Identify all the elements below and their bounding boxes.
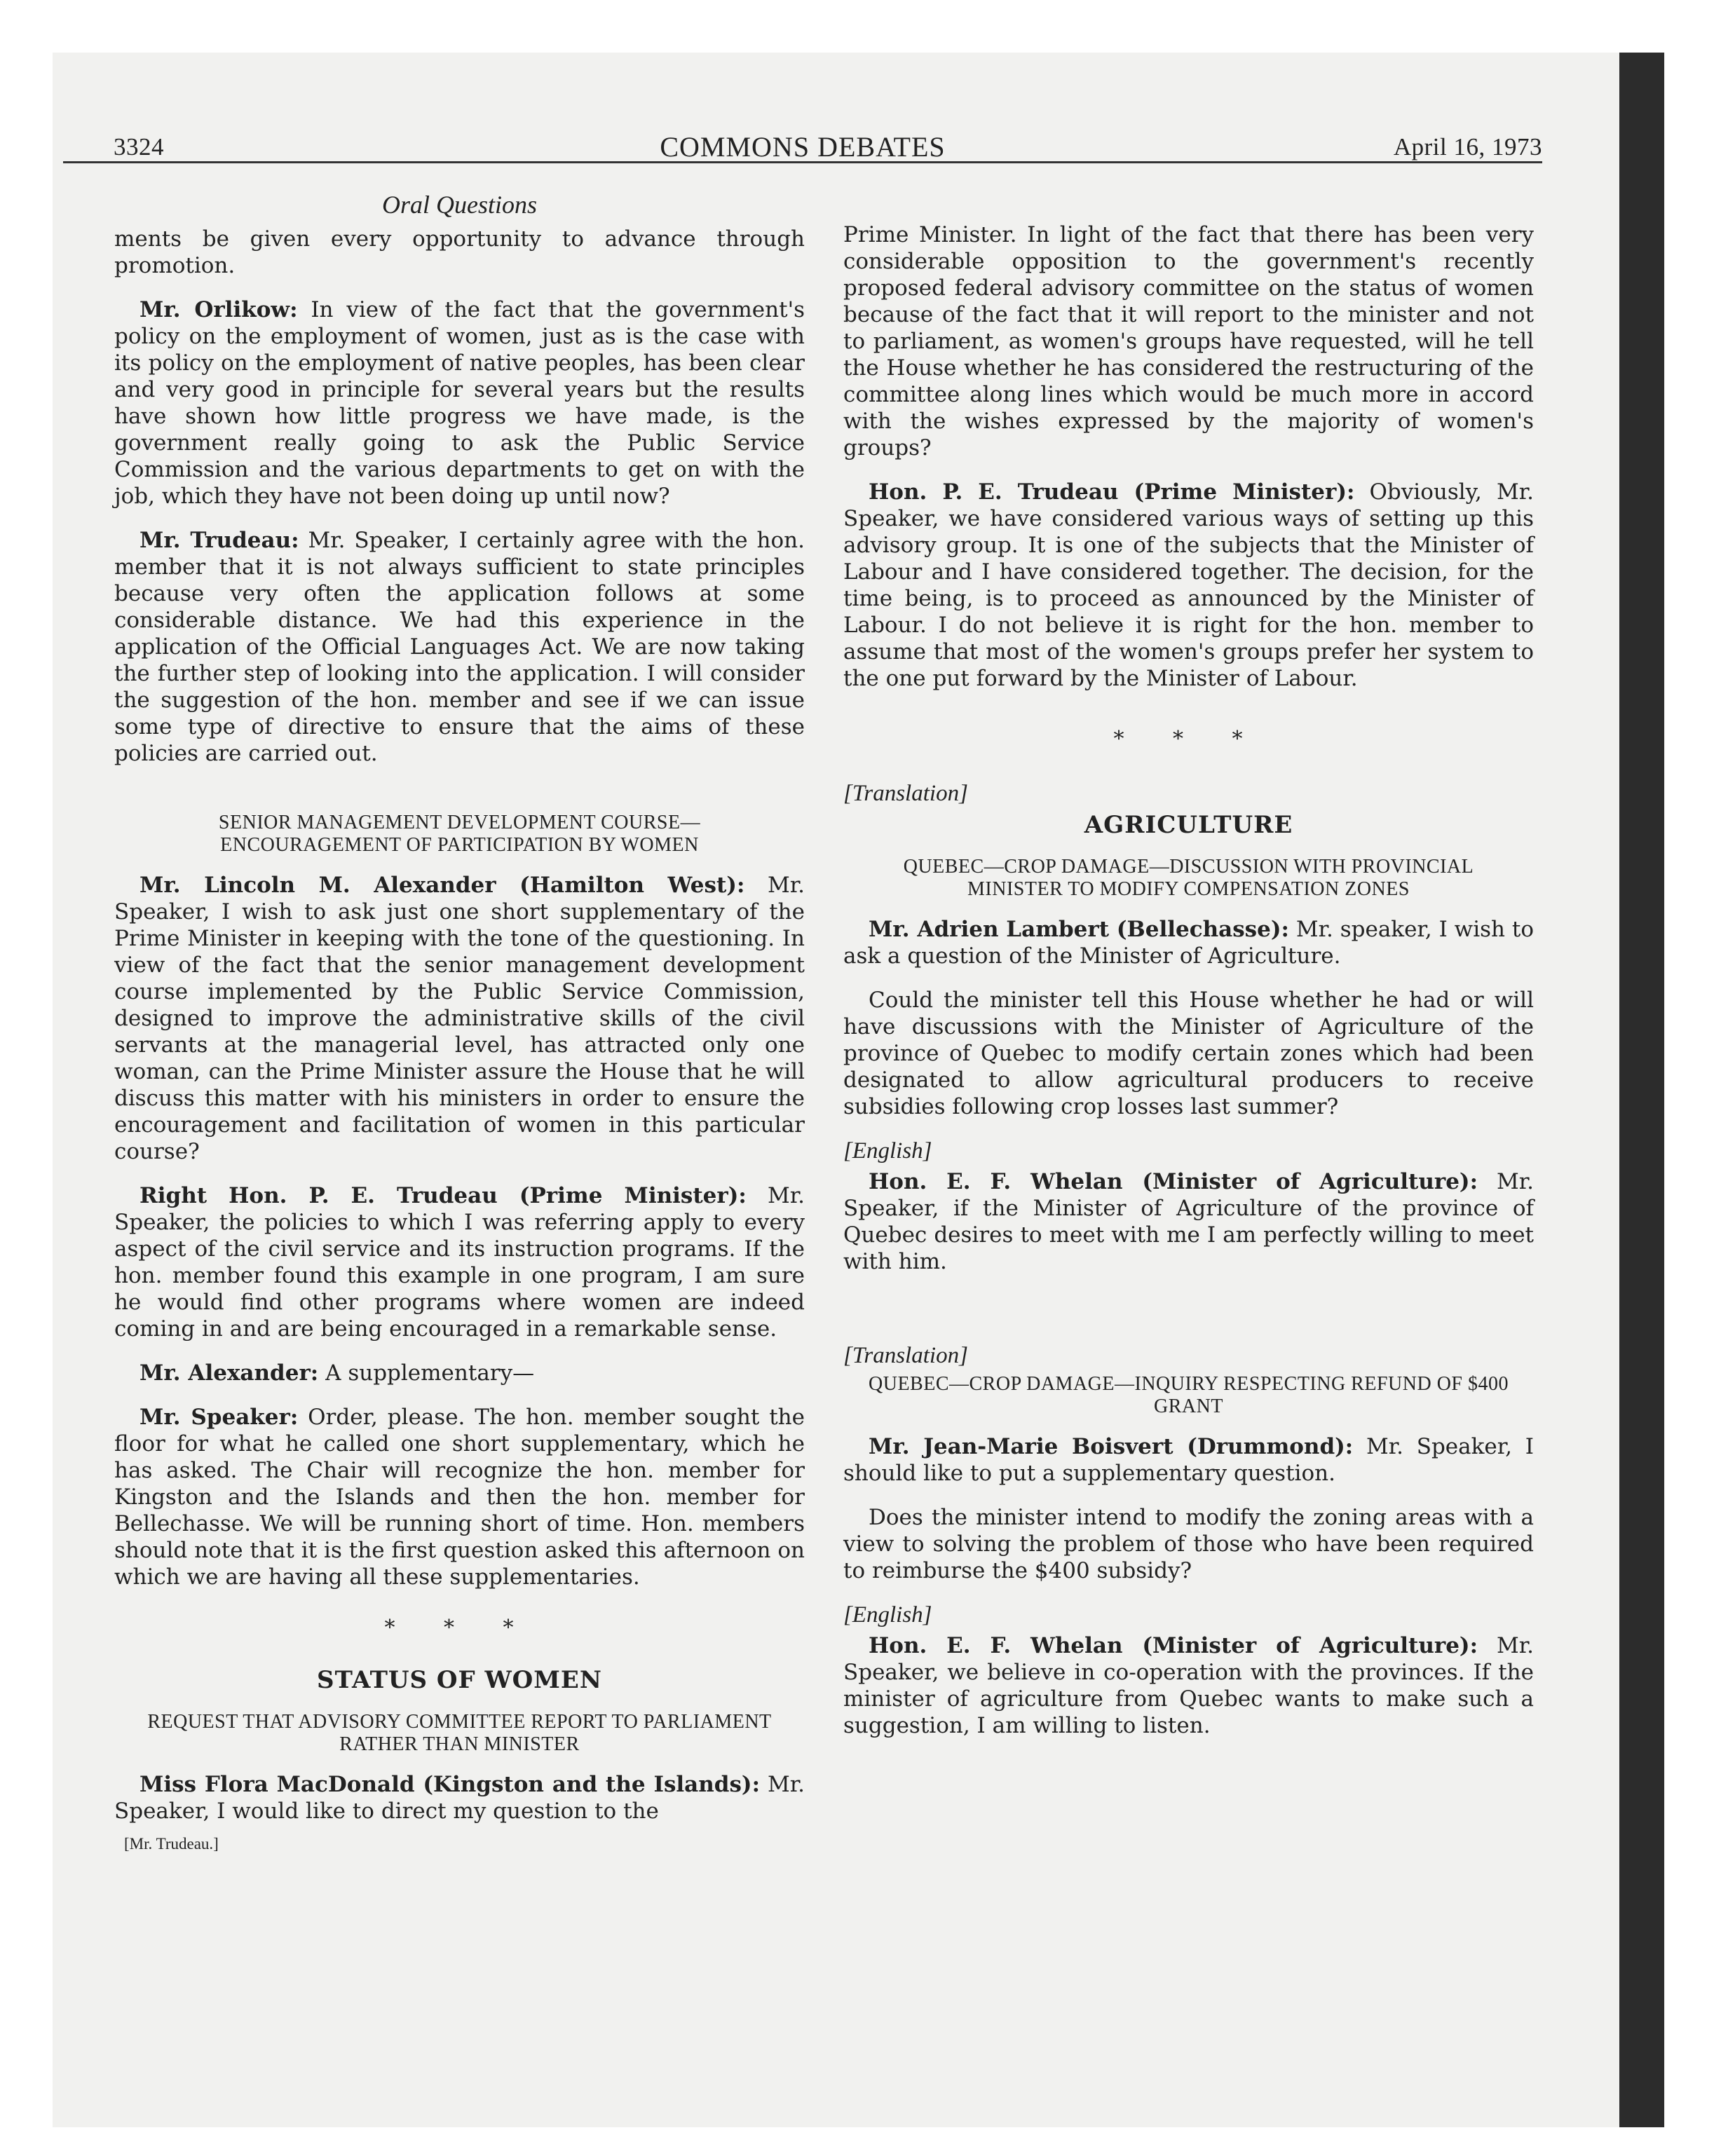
topic-heading: AGRICULTURE	[1084, 811, 1293, 839]
speaker-name: Hon. E. F. Whelan (Minister of Agriculture):	[869, 1169, 1478, 1194]
speech-text: Mr. Speaker, we believe in co-operation with the provinces. If the minister of agriculture from Quebec wants to make such a suggestion, I am willing to listen.	[843, 1633, 1534, 1738]
speech-text: Mr. speaker, I wish to ask a question of the Minister of Agriculture.	[843, 917, 1534, 969]
speech-text: Mr. Speaker, I would like to direct my question to the	[114, 1772, 805, 1824]
page-footnote: [Mr. Trudeau.]	[124, 1835, 219, 1853]
language-marker: [Translation]	[843, 781, 968, 806]
section-kicker: Oral Questions	[381, 191, 537, 219]
section-separator: * * *	[1113, 727, 1264, 751]
paragraph	[114, 296, 805, 510]
speaker-name: Mr. Adrien Lambert (Bellechasse):	[869, 917, 1289, 942]
paragraph	[843, 1632, 1534, 1739]
speaker-name: Hon. E. F. Whelan (Minister of Agriculture):	[869, 1633, 1478, 1658]
paragraph	[843, 916, 1534, 969]
running-head	[63, 83, 1542, 163]
speech-text: Mr. Speaker, I certainly agree with the hon. member that it is not always sufficient to state principles because very often the application follows at some considerable distance. We had this experience in the application of the Official Languages Act. We are now taking the further step of looking into the application. I will consider the suggestion of the hon. member and see if we can issue some type of directive to ensure that the aims of these policies are carried out.	[114, 528, 805, 766]
section-separator: * * *	[384, 1616, 535, 1640]
subheading: QUEBEC—CROP DAMAGE—INQUIRY RESPECTING REFUND OF $400 GRANT	[869, 1373, 1509, 1417]
paragraph	[843, 1433, 1534, 1487]
speaker-name: Mr. Alexander:	[140, 1360, 319, 1386]
paragraph	[114, 1771, 805, 1824]
speech-text: Mr. Speaker, I should like to put a supplementary question.	[843, 1434, 1535, 1486]
publication-title: COMMONS DEBATES	[660, 131, 946, 163]
language-marker: [English]	[843, 1138, 932, 1164]
paragraph	[114, 872, 805, 1165]
binding-edge	[1619, 53, 1664, 2127]
speaker-name: Mr. Trudeau:	[140, 528, 299, 553]
subheading: REQUEST THAT ADVISORY COMMITTEE REPORT TO PARLIAMENT RATHER THAN MINISTER	[147, 1711, 772, 1755]
speaker-name: Hon. P. E. Trudeau (Prime Minister):	[869, 479, 1355, 505]
paragraph	[843, 479, 1534, 692]
paragraph	[114, 527, 805, 767]
speaker-name: Mr. Speaker:	[140, 1405, 299, 1430]
paragraph: Does the minister intend to modify the zoning areas with a view to solving the problem of those who have been required to reimburse the $400 subsidy?	[843, 1505, 1534, 1583]
speech-text: Obviously, Mr. Speaker, we have considered various ways of setting up this advisory group. It is one of the subjects that the Minister of Labour and I have considered together. The decision, for the time being, is to proceed as announced by the Minister of Labour. I do not believe it is right for the hon. member to assume that most of the women's groups prefer her system to the one put forward by the Minister of Labour.	[843, 479, 1534, 691]
speaker-name: Mr. Lincoln M. Alexander (Hamilton West):	[140, 873, 745, 898]
speaker-name: Mr. Jean-Marie Boisvert (Drummond):	[869, 1434, 1354, 1459]
paragraph: ments be given every opportunity to advance through promotion.	[114, 226, 805, 278]
paragraph: Prime Minister. In light of the fact that there has been very considerable opposition to the government's recently proposed federal advisory committee on the status of women because of the fact that it will report to the minister and not to parliament, as women's groups have requested, will he tell the House whether he has considered the restructuring of the committee along lines which would be much more in accord with the wishes expressed by the majority of women's groups?	[843, 222, 1534, 460]
speaker-name: Mr. Orlikow:	[140, 297, 298, 322]
paragraph	[114, 1360, 805, 1386]
right-column	[843, 221, 1534, 1756]
subheading: SENIOR MANAGEMENT DEVELOPMENT COURSE— ENCOURAGEMENT OF PARTICIPATION BY WOMEN	[218, 812, 701, 856]
speech-text: Mr. Speaker, I wish to ask just one short supplementary of the Prime Minister in keeping with the tone of the questioning. In view of the fact that the senior management development course implemented by the Public Service Commission, designed to improve the administrative skills of the civil servants at the managerial level, has attracted only one woman, can the Prime Minister assure the House that he will discuss this matter with his ministers in order to ensure the encouragement and facilitation of women in this particular course?	[114, 873, 805, 1164]
language-marker: [Translation]	[843, 1343, 968, 1368]
speech-text: Order, please. The hon. member sought the floor for what he called one short supplementary, which he has asked. The Chair will recognize the hon. member for Kingston and the Islands and then the hon. member for Bellechasse. We will be running short of time. Hon. members should note that it is the first question asked this afternoon on which we are having all these supplementaries.	[114, 1405, 805, 1590]
paragraph: Could the minister tell this House whether he had or will have discussions with the Minister of Agriculture of the province of Quebec to modify certain zones which had been designated to allow agricultural producers to receive subsidies following crop losses last summer?	[843, 988, 1534, 1119]
speech-text: In view of the fact that the government's policy on the employment of women, just as is the case with its policy on the employment of native peoples, has been clear and very good in principle for several years but the results have shown how little progress we have made, is the government really going to ask the Public Service Commission and the various departments to get on with the job, which they have not been doing up until now?	[114, 297, 805, 509]
paragraph	[843, 1168, 1534, 1275]
topic-heading: STATUS OF WOMEN	[317, 1666, 602, 1694]
speaker-name: Right Hon. P. E. Trudeau (Prime Minister):	[140, 1183, 747, 1208]
subheading: QUEBEC—CROP DAMAGE—DISCUSSION WITH PROVINCIAL MINISTER TO MODIFY COMPENSATION ZONES	[903, 856, 1474, 900]
left-column	[114, 181, 805, 1854]
page-number: 3324	[114, 133, 164, 161]
speech-text: Mr. Speaker, the policies to which I was referring apply to every aspect of the civil service and its instruction programs. If the hon. member found this example in one program, I am sure he would find other programs where women are indeed coming in and are being encouraged in a remarkable sense.	[114, 1183, 805, 1342]
speaker-name: Miss Flora MacDonald (Kingston and the Islands):	[140, 1772, 761, 1797]
paragraph	[114, 1404, 805, 1590]
speech-text: A supplementary—	[318, 1360, 535, 1386]
language-marker: [English]	[843, 1602, 932, 1628]
speech-text: Mr. Speaker, if the Minister of Agriculture of the province of Quebec desires to meet with me I am perfectly willing to meet with him.	[843, 1169, 1534, 1274]
issue-date: April 16, 1973	[1393, 133, 1542, 161]
paragraph	[114, 1182, 805, 1342]
